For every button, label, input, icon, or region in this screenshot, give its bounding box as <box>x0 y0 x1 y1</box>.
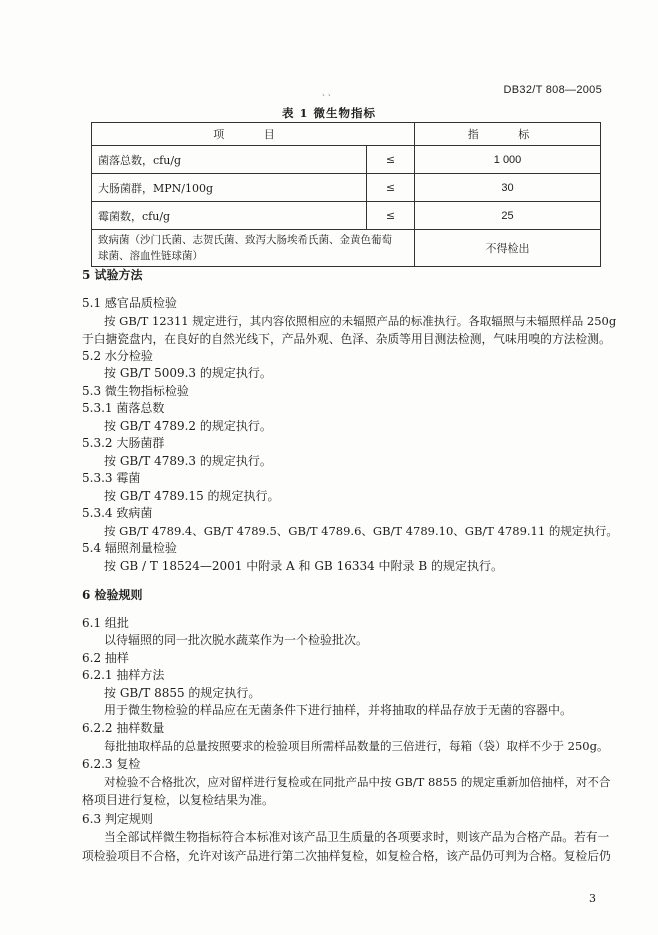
clause-heading: 6.2.1 抽样方法 <box>82 668 165 682</box>
clause-heading: 5.3 微生物指标检验 <box>82 384 189 398</box>
row-item-line: 球菌、溶血性链球菌） <box>98 250 203 262</box>
clause-heading: 6.2.2 抽样数量 <box>82 721 165 735</box>
paragraph-line: 项检验项目不合格，允许对该产品进行第二次抽样复检，如复检合格，该产品仍可判为合格。复检后仍 <box>82 849 611 863</box>
table-row <box>92 174 601 202</box>
clause-heading: 5.1 感官品质检验 <box>82 296 177 310</box>
paragraph-line: 按 GB/T 8855 的规定执行。 <box>104 686 261 700</box>
header-index: 指 标 <box>415 123 601 146</box>
clause-heading: 5.2 水分检验 <box>82 349 153 363</box>
row-item: 菌落总数，cfu/g <box>92 146 367 174</box>
table-row <box>92 230 601 267</box>
table-row <box>92 202 601 230</box>
microbial-index-table <box>91 122 601 267</box>
section-heading: 5 试验方法 <box>82 268 143 282</box>
clause-heading: 6.2.3 复检 <box>82 757 141 771</box>
paragraph-line: 对检验不合格批次，应对留样进行复检或在同批产品中按 GB/T 8855 的规定重新加倍抽样，对不合 <box>104 775 611 789</box>
table-caption: 表 1 微生物指标 <box>281 106 376 120</box>
row-value: 1 000 <box>415 146 601 174</box>
row-value: 30 <box>415 174 601 202</box>
paragraph-line: 按 GB/T 4789.4、GB/T 4789.5、GB/T 4789.6、GB/T 4789.10、GB/T 4789.11 的规定执行。 <box>104 524 618 538</box>
table-row <box>92 146 601 174</box>
standard-number: DB32/T 808—2005 <box>503 84 602 96</box>
clause-heading: 5.3.1 菌落总数 <box>82 401 165 415</box>
row-item: 霉菌数，cfu/g <box>92 202 367 230</box>
table-header-row <box>92 123 601 146</box>
row-value: 不得检出 <box>415 230 601 267</box>
page-number: 3 <box>589 892 596 905</box>
header-item: 项 目 <box>92 123 415 146</box>
paragraph-line: 当全部试样微生物指标符合本标准对该产品卫生质量的各项要求时，则该产品为合格产品。若有一 <box>104 830 610 844</box>
row-operator: ≤ <box>366 146 414 174</box>
paragraph-line: 每批抽取样品的总量按照要求的检验项目所需样品数量的三倍进行，每箱（袋）取样不少于 250g。 <box>104 739 609 753</box>
clause-heading: 6.3 判定规则 <box>82 812 153 826</box>
paragraph-line: 按 GB/T 4789.2 的规定执行。 <box>104 419 272 433</box>
clause-heading: 5.3.2 大肠菌群 <box>82 436 165 450</box>
clause-heading: 6.2 抽样 <box>82 651 129 665</box>
paragraph-line: 格项目进行复检，以复检结果为准。 <box>82 793 275 807</box>
paragraph-line: 按 GB/T 4789.15 的规定执行。 <box>104 489 280 503</box>
row-item: 大肠菌群，MPN/100g <box>92 174 367 202</box>
row-item-line: 致病菌（沙门氏菌、志贺氏菌、致泻大肠埃希氏菌、金黄色葡萄 <box>98 234 392 246</box>
row-operator: ≤ <box>366 174 414 202</box>
row-operator: ≤ <box>366 202 414 230</box>
clause-heading: 5.4 辐照剂量检验 <box>82 541 177 555</box>
paragraph-line: 按 GB/T 5009.3 的规定执行。 <box>104 366 272 380</box>
paragraph-line: 于白搪瓷盘内，在良好的自然光线下，产品外观、色泽、杂质等用目测法检测，气味用嗅的方法检测。 <box>82 332 611 346</box>
clause-heading: 5.3.3 霉菌 <box>82 471 141 485</box>
row-item <box>92 230 415 267</box>
clause-heading: 5.3.4 致病菌 <box>82 506 153 520</box>
row-value: 25 <box>415 202 601 230</box>
section-heading: 6 检验规则 <box>82 588 143 602</box>
scan-mark: ˏ ˎ <box>322 87 331 97</box>
paragraph-line: 按 GB/T 4789.3 的规定执行。 <box>104 454 272 468</box>
paragraph-line: 按 GB / T 18524—2001 中附录 A 和 GB 16334 中附录 B 的规定执行。 <box>104 559 504 573</box>
clause-heading: 6.1 组批 <box>82 616 129 630</box>
paragraph-line: 按 GB/T 12311 规定进行，其内容依照相应的未辐照产品的标准执行。各取辐照与未辐照样品 250g <box>104 314 617 328</box>
paragraph-line: 以待辐照的同一批次脱水蔬菜作为一个检验批次。 <box>104 633 369 647</box>
paragraph-line: 用于微生物检验的样品应在无菌条件下进行抽样，并将抽取的样品存放于无菌的容器中。 <box>104 703 573 717</box>
